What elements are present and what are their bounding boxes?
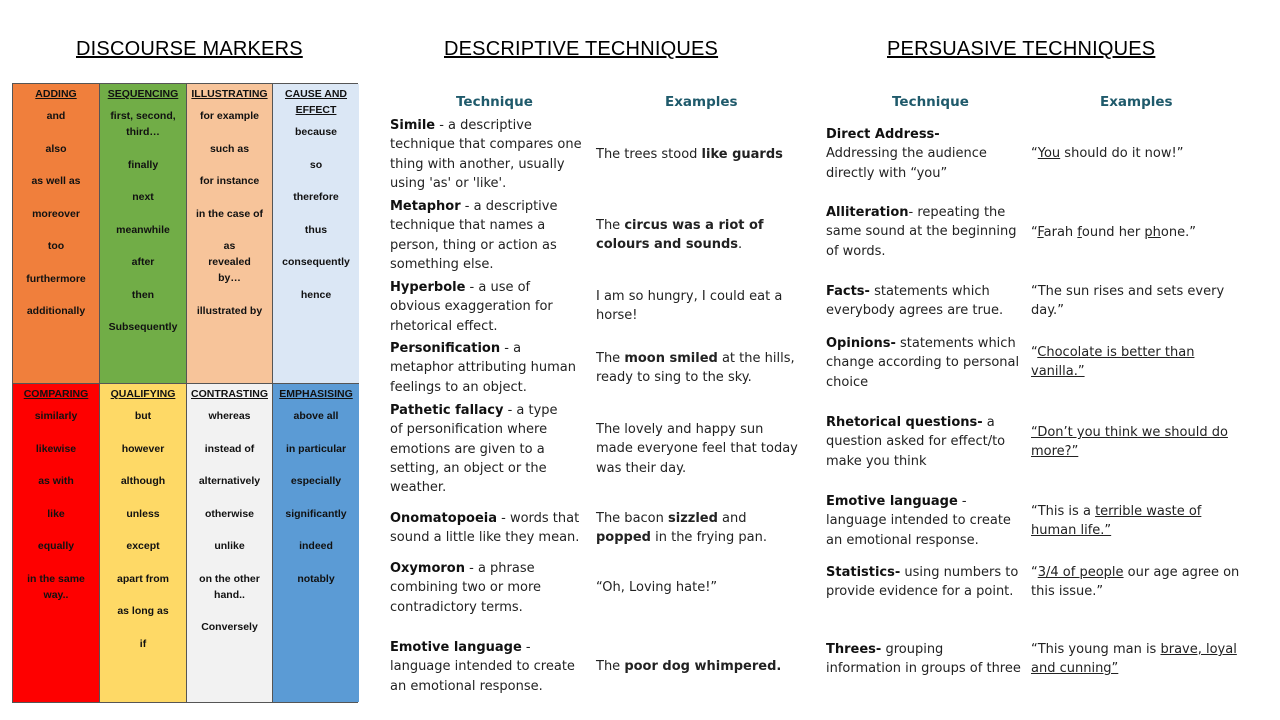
descriptive-example-personification xyxy=(596,349,796,388)
qualifying-title: QUALIFYING xyxy=(110,388,176,400)
marker-word: meanwhile xyxy=(116,223,170,236)
term-definition: grouping information in groups of three xyxy=(826,642,1021,677)
term-title: Oxymoron xyxy=(390,561,465,576)
term-definition: - repeating the same sound at the beginning of words. xyxy=(826,205,1017,259)
adding-title: ADDING xyxy=(35,88,77,100)
marker-word: also xyxy=(45,142,67,155)
term-title: Personification xyxy=(390,341,501,356)
illustrating-cell xyxy=(187,84,273,384)
persuasive-example-alliteration xyxy=(1031,223,1241,242)
term-title: Emotive language xyxy=(390,640,522,655)
example-text: should do it now!” xyxy=(1060,146,1184,161)
term-title: Simile xyxy=(390,118,436,133)
term-definition: - a descriptive technique that names a person, thing or action as something else. xyxy=(390,199,558,272)
marker-word: Conversely xyxy=(201,621,258,633)
marker-word: hence xyxy=(300,288,332,301)
marker-word: consequently xyxy=(282,256,350,268)
marker-word: as long as xyxy=(117,605,169,617)
term-definition: - a descriptive technique that compares one thing with another, usually using 'as' or 'like'. xyxy=(390,118,582,191)
sequencing-title: SEQUENCING xyxy=(107,88,179,100)
persuasive-term-emotive-language xyxy=(826,492,1022,550)
example-text: and xyxy=(717,511,747,526)
persuasive-example-emotive-language xyxy=(1031,502,1221,541)
example-text: The xyxy=(596,659,625,674)
persuasive-technique-header: Technique xyxy=(892,94,969,110)
marker-word: for example xyxy=(200,110,259,122)
example-emphasis: sizzled xyxy=(668,511,718,526)
marker-word: apart from xyxy=(117,572,169,585)
term-definition: - a metaphor attributing human feelings to an object. xyxy=(390,341,576,395)
term-definition: statements which everybody agrees are true. xyxy=(826,284,1004,319)
persuasive-term-direct-address xyxy=(826,125,1010,183)
example-text: The xyxy=(596,351,625,366)
marker-word: unless xyxy=(126,507,160,520)
cause-and-effect-title: CAUSE AND EFFECT xyxy=(284,88,348,116)
marker-word: if xyxy=(139,637,147,650)
term-definition: Addressing the audience directly with “you” xyxy=(826,146,987,181)
example-underlined: “Don’t you think we should do more?” xyxy=(1031,425,1228,460)
comparing-title: COMPARING xyxy=(23,388,89,400)
term-definition: - a phrase combining two or more contradictory terms. xyxy=(390,561,542,615)
marker-word: additionally xyxy=(26,305,86,317)
marker-word: too xyxy=(47,240,65,252)
example-underlined: You xyxy=(1037,146,1061,161)
descriptive-example-hyperbole xyxy=(596,287,786,326)
example-text: our age agree on this issue.” xyxy=(1031,565,1240,600)
example-text: “Oh, Loving hate!” xyxy=(596,580,718,595)
example-emphasis: moon smiled xyxy=(624,351,718,366)
descriptive-technique-header: Technique xyxy=(456,94,533,110)
example-text: arah xyxy=(1043,225,1078,240)
term-title: Opinions- xyxy=(826,336,896,351)
example-underlined: Chocolate is better than vanilla.” xyxy=(1031,345,1195,380)
term-title: Onomatopoeia xyxy=(390,511,497,526)
marker-word: Subsequently xyxy=(108,321,178,333)
term-title: Emotive language xyxy=(826,494,958,509)
persuasive-example-opinions xyxy=(1031,343,1221,382)
persuasive-example-direct-address xyxy=(1031,144,1241,163)
example-text: “ xyxy=(1031,345,1038,360)
descriptive-techniques-heading: DESCRIPTIVE TECHNIQUES xyxy=(444,38,719,60)
example-underlined: 3/4 of people xyxy=(1037,565,1124,580)
term-definition: using numbers to provide evidence for a point. xyxy=(826,565,1019,600)
emphasising-title: EMPHASISING xyxy=(279,388,353,400)
marker-word: as with xyxy=(38,475,74,487)
persuasive-term-statistics xyxy=(826,563,1022,602)
marker-word: above all xyxy=(293,410,339,422)
marker-word: instead of xyxy=(204,442,255,455)
term-title: Metaphor xyxy=(390,199,461,214)
term-title: Rhetorical questions- xyxy=(826,415,983,430)
illustrating-title: ILLUSTRATING xyxy=(191,88,268,100)
example-underlined: F xyxy=(1037,225,1044,240)
marker-word: furthermore xyxy=(26,272,86,285)
descriptive-example-metaphor xyxy=(596,216,786,255)
cause-and-effect-cell xyxy=(273,84,359,384)
example-text: “ xyxy=(1031,565,1038,580)
example-underlined: terrible waste of human life.” xyxy=(1031,504,1202,539)
marker-word: first, second, third… xyxy=(110,110,176,138)
example-text: at the hills, ready to sing to the sky. xyxy=(596,351,795,386)
term-title: Facts- xyxy=(826,284,870,299)
persuasive-example-statistics xyxy=(1031,563,1241,602)
term-title: Alliteration xyxy=(826,205,909,220)
marker-word: as well as xyxy=(31,175,81,187)
marker-word: however xyxy=(121,442,165,455)
marker-word: moreover xyxy=(32,207,80,220)
descriptive-examples-header: Examples xyxy=(665,94,738,110)
example-text: “ xyxy=(1031,146,1038,161)
marker-word: on the other hand.. xyxy=(199,572,260,601)
term-title: Hyperbole xyxy=(390,280,466,295)
discourse-markers-grid xyxy=(12,83,358,703)
marker-word: because xyxy=(294,126,338,138)
term-definition: - a use of obvious exaggeration for rhetorical effect. xyxy=(390,280,553,334)
example-text: The lovely and happy sun made everyone feel that today was their day. xyxy=(596,422,798,476)
example-emphasis: popped xyxy=(596,530,651,546)
marker-word: similarly xyxy=(34,410,78,422)
contrasting-title: CONTRASTING xyxy=(191,388,268,400)
marker-word: thus xyxy=(304,223,328,236)
marker-word: but xyxy=(134,410,152,422)
descriptive-term-hyperbole xyxy=(390,278,584,336)
persuasive-term-facts xyxy=(826,282,1022,321)
term-title: Threes- xyxy=(826,642,882,657)
example-text: “This is a xyxy=(1031,504,1096,519)
marker-word: next xyxy=(132,191,154,203)
descriptive-example-onomatopoeia xyxy=(596,509,800,548)
term-definition: - language intended to create an emotional response. xyxy=(826,494,1011,548)
marker-word: illustrated by xyxy=(196,304,263,317)
example-underlined: brave, loyal and cunning” xyxy=(1031,642,1237,677)
descriptive-example-simile xyxy=(596,145,796,164)
persuasive-term-alliteration xyxy=(826,203,1022,261)
persuasive-examples-header: Examples xyxy=(1100,94,1173,110)
marker-word: whereas xyxy=(208,410,251,422)
marker-word: significantly xyxy=(285,507,347,520)
discourse-markers-heading: DISCOURSE MARKERS xyxy=(76,38,303,60)
marker-word: like xyxy=(47,507,65,520)
persuasive-example-threes xyxy=(1031,640,1241,679)
marker-word: unlike xyxy=(214,540,245,552)
term-title: Direct Address- xyxy=(826,127,940,142)
marker-word: so xyxy=(309,158,323,171)
persuasive-example-facts xyxy=(1031,282,1231,321)
example-text: The bacon xyxy=(596,511,669,526)
example-text: “The sun rises and sets every day.” xyxy=(1031,284,1225,319)
example-underlined: f xyxy=(1077,225,1082,240)
marker-word: and xyxy=(46,110,66,122)
example-text: I am so hungry, I could eat a horse! xyxy=(596,289,783,324)
descriptive-term-onomatopoeia xyxy=(390,509,584,548)
marker-word: as revealed by… xyxy=(208,240,251,284)
persuasive-example-rhetorical-questions xyxy=(1031,423,1241,462)
comparing-cell xyxy=(13,384,100,702)
example-emphasis: circus was a riot of colours and sounds xyxy=(596,218,764,253)
example-text: in the frying pan. xyxy=(650,530,768,546)
persuasive-term-opinions xyxy=(826,334,1022,392)
descriptive-term-pathetic-fallacy xyxy=(390,401,568,497)
descriptive-term-oxymoron xyxy=(390,559,560,617)
term-definition: - language intended to create an emotional response. xyxy=(390,640,575,694)
marker-word: then xyxy=(131,288,155,301)
term-title: Statistics- xyxy=(826,565,901,580)
example-text: The xyxy=(596,218,625,233)
example-text: . xyxy=(738,237,743,253)
descriptive-example-pathetic-fallacy xyxy=(596,420,800,478)
marker-word: for instance xyxy=(199,175,260,187)
marker-word: otherwise xyxy=(204,507,254,520)
adding-cell xyxy=(13,84,100,384)
descriptive-term-emotive-language xyxy=(390,638,590,696)
marker-word: such as xyxy=(209,142,250,155)
example-emphasis: poor dog whimpered. xyxy=(624,659,782,674)
marker-word: except xyxy=(126,540,160,552)
marker-word: finally xyxy=(127,158,159,171)
example-underlined: ph xyxy=(1144,225,1161,240)
contrasting-cell xyxy=(187,384,273,702)
qualifying-cell xyxy=(100,384,187,702)
marker-word: therefore xyxy=(293,191,339,203)
example-text: The trees stood xyxy=(596,147,702,162)
marker-word: in the case of xyxy=(195,207,264,220)
descriptive-term-simile xyxy=(390,116,586,193)
marker-word: after xyxy=(131,256,155,268)
descriptive-term-personification xyxy=(390,339,586,397)
example-text: one.” xyxy=(1160,225,1196,240)
term-definition: - a type of personification where emotions are given to a setting, an object or the weather. xyxy=(390,403,558,496)
descriptive-term-metaphor xyxy=(390,197,578,274)
example-text: ound her xyxy=(1081,225,1145,240)
marker-word: in the same way.. xyxy=(27,572,85,601)
persuasive-techniques-heading: PERSUASIVE TECHNIQUES xyxy=(887,38,1156,60)
term-definition: a question asked for effect/to make you think xyxy=(826,415,1006,469)
marker-word: in particular xyxy=(285,442,347,455)
sequencing-cell xyxy=(100,84,187,384)
marker-word: indeed xyxy=(299,540,333,552)
example-text: “This young man is xyxy=(1031,642,1161,657)
descriptive-example-emotive-language xyxy=(596,657,796,676)
persuasive-term-rhetorical-questions xyxy=(826,413,1016,471)
persuasive-term-threes xyxy=(826,640,1022,679)
marker-word: likewise xyxy=(35,442,77,455)
marker-word: notably xyxy=(297,572,335,585)
descriptive-example-oxymoron xyxy=(596,578,796,597)
marker-word: although xyxy=(120,475,166,487)
example-text: “ xyxy=(1031,225,1038,240)
example-emphasis: like guards xyxy=(701,147,783,162)
marker-word: equally xyxy=(37,540,75,552)
marker-word: alternatively xyxy=(198,475,261,487)
term-definition: statements which change according to personal choice xyxy=(826,336,1020,390)
term-definition: - words that sound a little like they mean. xyxy=(390,511,580,546)
emphasising-cell xyxy=(273,384,359,702)
marker-word: especially xyxy=(290,475,342,487)
term-title: Pathetic fallacy xyxy=(390,403,504,418)
